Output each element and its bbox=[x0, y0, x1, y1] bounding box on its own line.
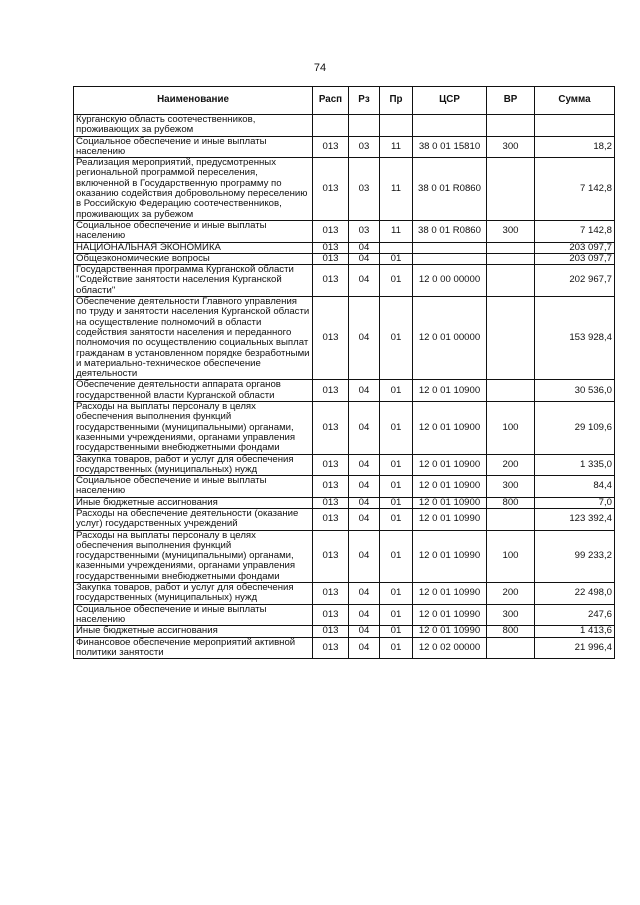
cell-rasp: 013 bbox=[313, 158, 349, 221]
cell-rz: 04 bbox=[349, 380, 380, 402]
table-row bbox=[74, 242, 615, 253]
cell-name: Финансовое обеспечение мероприятий активной политики занятости bbox=[74, 637, 313, 659]
cell-pr: 01 bbox=[380, 626, 413, 637]
cell-rasp: 013 bbox=[313, 265, 349, 297]
cell-rasp: 013 bbox=[313, 476, 349, 498]
cell-csr: 12 0 00 00000 bbox=[413, 265, 487, 297]
cell-csr: 12 0 01 10900 bbox=[413, 380, 487, 402]
cell-rasp: 013 bbox=[313, 297, 349, 380]
table-row bbox=[74, 604, 615, 626]
table-row bbox=[74, 626, 615, 637]
cell-name: Социальное обеспечение и иные выплаты населению bbox=[74, 604, 313, 626]
cell-vr: 800 bbox=[487, 626, 535, 637]
cell-csr bbox=[413, 242, 487, 253]
table-row bbox=[74, 454, 615, 476]
cell-sum: 7,0 bbox=[535, 497, 615, 508]
cell-rz: 04 bbox=[349, 530, 380, 582]
cell-pr: 01 bbox=[380, 297, 413, 380]
cell-name: Закупка товаров, работ и услуг для обеспечения государственных (муниципальных) нужд bbox=[74, 583, 313, 605]
cell-csr: 12 0 01 10900 bbox=[413, 402, 487, 454]
header-pr: Пр bbox=[380, 87, 413, 115]
table-row bbox=[74, 115, 615, 137]
cell-csr: 12 0 01 00000 bbox=[413, 297, 487, 380]
cell-csr: 12 0 02 00000 bbox=[413, 637, 487, 659]
header-sum: Сумма bbox=[535, 87, 615, 115]
cell-csr: 38 0 01 15810 bbox=[413, 136, 487, 158]
cell-rasp: 013 bbox=[313, 454, 349, 476]
cell-rasp: 013 bbox=[313, 242, 349, 253]
header-rasp: Расп bbox=[313, 87, 349, 115]
cell-pr: 01 bbox=[380, 265, 413, 297]
cell-rz: 04 bbox=[349, 402, 380, 454]
cell-csr: 12 0 01 10900 bbox=[413, 454, 487, 476]
cell-sum: 123 392,4 bbox=[535, 508, 615, 530]
cell-vr: 800 bbox=[487, 497, 535, 508]
cell-name: Социальное обеспечение и иные выплаты населению bbox=[74, 476, 313, 498]
cell-name: Обеспечение деятельности аппарата органов государственной власти Курганской области bbox=[74, 380, 313, 402]
cell-name: Реализация мероприятий, предусмотренных региональной программой переселения, включенной в Государственную программу по оказанию содействия добровольному переселению в Российскую Федерацию соотечественников, проживающих за рубежом bbox=[74, 158, 313, 221]
cell-rz: 04 bbox=[349, 297, 380, 380]
cell-vr: 300 bbox=[487, 220, 535, 242]
cell-sum: 1 335,0 bbox=[535, 454, 615, 476]
cell-sum: 1 413,6 bbox=[535, 626, 615, 637]
cell-sum: 21 996,4 bbox=[535, 637, 615, 659]
table-row bbox=[74, 402, 615, 454]
cell-rasp: 013 bbox=[313, 530, 349, 582]
header-csr: ЦСР bbox=[413, 87, 487, 115]
table-row bbox=[74, 136, 615, 158]
cell-rz: 04 bbox=[349, 265, 380, 297]
cell-rz: 04 bbox=[349, 637, 380, 659]
cell-rasp: 013 bbox=[313, 637, 349, 659]
table-row bbox=[74, 253, 615, 264]
cell-name: Расходы на выплаты персоналу в целях обеспечения выполнения функций государственными (муниципальными) органами, казенными учреждениями, органами управления государственными внебюджетными фондами bbox=[74, 530, 313, 582]
cell-sum: 99 233,2 bbox=[535, 530, 615, 582]
table-row bbox=[74, 497, 615, 508]
cell-sum: 247,6 bbox=[535, 604, 615, 626]
cell-pr: 01 bbox=[380, 604, 413, 626]
cell-pr: 01 bbox=[380, 253, 413, 264]
cell-sum: 84,4 bbox=[535, 476, 615, 498]
cell-name: Социальное обеспечение и иные выплаты населению bbox=[74, 136, 313, 158]
cell-vr: 300 bbox=[487, 604, 535, 626]
cell-csr: 12 0 01 10900 bbox=[413, 476, 487, 498]
cell-rasp: 013 bbox=[313, 136, 349, 158]
cell-rz: 04 bbox=[349, 497, 380, 508]
cell-csr bbox=[413, 115, 487, 137]
cell-sum: 7 142,8 bbox=[535, 220, 615, 242]
cell-rz: 04 bbox=[349, 454, 380, 476]
cell-csr: 12 0 01 10990 bbox=[413, 530, 487, 582]
cell-name: Иные бюджетные ассигнования bbox=[74, 497, 313, 508]
cell-name: Социальное обеспечение и иные выплаты населению bbox=[74, 220, 313, 242]
table-row bbox=[74, 530, 615, 582]
cell-vr bbox=[487, 115, 535, 137]
cell-rz: 04 bbox=[349, 476, 380, 498]
cell-rz: 04 bbox=[349, 583, 380, 605]
cell-vr: 300 bbox=[487, 136, 535, 158]
cell-rz: 04 bbox=[349, 626, 380, 637]
cell-name: НАЦИОНАЛЬНАЯ ЭКОНОМИКА bbox=[74, 242, 313, 253]
cell-rz: 04 bbox=[349, 508, 380, 530]
cell-rasp: 013 bbox=[313, 220, 349, 242]
cell-pr: 01 bbox=[380, 508, 413, 530]
cell-csr: 12 0 01 10990 bbox=[413, 583, 487, 605]
cell-rz: 04 bbox=[349, 604, 380, 626]
table-row bbox=[74, 637, 615, 659]
cell-csr: 12 0 01 10990 bbox=[413, 604, 487, 626]
cell-vr: 200 bbox=[487, 583, 535, 605]
cell-pr: 11 bbox=[380, 220, 413, 242]
cell-csr: 12 0 01 10990 bbox=[413, 626, 487, 637]
cell-sum: 18,2 bbox=[535, 136, 615, 158]
cell-vr: 200 bbox=[487, 454, 535, 476]
cell-name: Обеспечение деятельности Главного управления по труду и занятости населения Курганской области на осуществление полномочий в области содействия занятости населения и переданного полномочия по осуществлению социальных выплат гражданам в установленном порядке безработными и материально-техническое обеспечение деятельности bbox=[74, 297, 313, 380]
cell-pr: 11 bbox=[380, 158, 413, 221]
header-vr: ВР bbox=[487, 87, 535, 115]
cell-rz: 03 bbox=[349, 220, 380, 242]
cell-pr bbox=[380, 242, 413, 253]
cell-vr bbox=[487, 637, 535, 659]
cell-vr: 100 bbox=[487, 530, 535, 582]
cell-rasp: 013 bbox=[313, 626, 349, 637]
cell-vr bbox=[487, 265, 535, 297]
cell-name: Расходы на выплаты персоналу в целях обеспечения выполнения функций государственными (муниципальными) органами, казенными учреждениями, органами управления государственными внебюджетными фондами bbox=[74, 402, 313, 454]
cell-csr: 12 0 01 10900 bbox=[413, 497, 487, 508]
table-row bbox=[74, 508, 615, 530]
cell-name: Государственная программа Курганской области "Содействие занятости населения Курганской области" bbox=[74, 265, 313, 297]
table-row bbox=[74, 158, 615, 221]
cell-vr bbox=[487, 253, 535, 264]
cell-name: Закупка товаров, работ и услуг для обеспечения государственных (муниципальных) нужд bbox=[74, 454, 313, 476]
cell-pr: 01 bbox=[380, 454, 413, 476]
cell-sum: 153 928,4 bbox=[535, 297, 615, 380]
cell-rz: 04 bbox=[349, 242, 380, 253]
cell-csr: 38 0 01 R0860 bbox=[413, 220, 487, 242]
cell-pr: 01 bbox=[380, 402, 413, 454]
cell-rasp: 013 bbox=[313, 508, 349, 530]
cell-rz: 04 bbox=[349, 253, 380, 264]
table-row bbox=[74, 583, 615, 605]
budget-table bbox=[73, 86, 615, 659]
cell-vr bbox=[487, 508, 535, 530]
cell-sum: 7 142,8 bbox=[535, 158, 615, 221]
cell-rasp bbox=[313, 115, 349, 137]
cell-csr: 12 0 01 10990 bbox=[413, 508, 487, 530]
cell-pr: 01 bbox=[380, 497, 413, 508]
cell-rasp: 013 bbox=[313, 253, 349, 264]
cell-rasp: 013 bbox=[313, 402, 349, 454]
header-name: Наименование bbox=[74, 87, 313, 115]
cell-rz: 03 bbox=[349, 158, 380, 221]
table-row bbox=[74, 297, 615, 380]
cell-sum: 202 967,7 bbox=[535, 265, 615, 297]
cell-csr: 38 0 01 R0860 bbox=[413, 158, 487, 221]
cell-pr: 11 bbox=[380, 136, 413, 158]
cell-vr: 300 bbox=[487, 476, 535, 498]
header-rz: Рз bbox=[349, 87, 380, 115]
cell-sum: 29 109,6 bbox=[535, 402, 615, 454]
cell-sum: 22 498,0 bbox=[535, 583, 615, 605]
cell-pr: 01 bbox=[380, 637, 413, 659]
cell-csr bbox=[413, 253, 487, 264]
cell-vr bbox=[487, 242, 535, 253]
cell-name: Иные бюджетные ассигнования bbox=[74, 626, 313, 637]
cell-vr: 100 bbox=[487, 402, 535, 454]
cell-name: Курганскую область соотечественников, проживающих за рубежом bbox=[74, 115, 313, 137]
cell-rasp: 013 bbox=[313, 380, 349, 402]
cell-vr bbox=[487, 380, 535, 402]
table-row bbox=[74, 220, 615, 242]
page-number: 74 bbox=[313, 62, 327, 74]
cell-pr bbox=[380, 115, 413, 137]
cell-vr bbox=[487, 158, 535, 221]
cell-sum: 30 536,0 bbox=[535, 380, 615, 402]
cell-sum bbox=[535, 115, 615, 137]
cell-pr: 01 bbox=[380, 583, 413, 605]
cell-name: Общеэкономические вопросы bbox=[74, 253, 313, 264]
cell-rasp: 013 bbox=[313, 497, 349, 508]
cell-rasp: 013 bbox=[313, 604, 349, 626]
table-row bbox=[74, 380, 615, 402]
cell-sum: 203 097,7 bbox=[535, 253, 615, 264]
cell-name: Расходы на обеспечение деятельности (оказание услуг) государственных учреждений bbox=[74, 508, 313, 530]
cell-pr: 01 bbox=[380, 476, 413, 498]
cell-sum: 203 097,7 bbox=[535, 242, 615, 253]
cell-rz: 03 bbox=[349, 136, 380, 158]
cell-rz bbox=[349, 115, 380, 137]
cell-vr bbox=[487, 297, 535, 380]
table-row bbox=[74, 265, 615, 297]
table-row bbox=[74, 476, 615, 498]
cell-rasp: 013 bbox=[313, 583, 349, 605]
cell-pr: 01 bbox=[380, 530, 413, 582]
cell-pr: 01 bbox=[380, 380, 413, 402]
header-row bbox=[74, 87, 615, 115]
